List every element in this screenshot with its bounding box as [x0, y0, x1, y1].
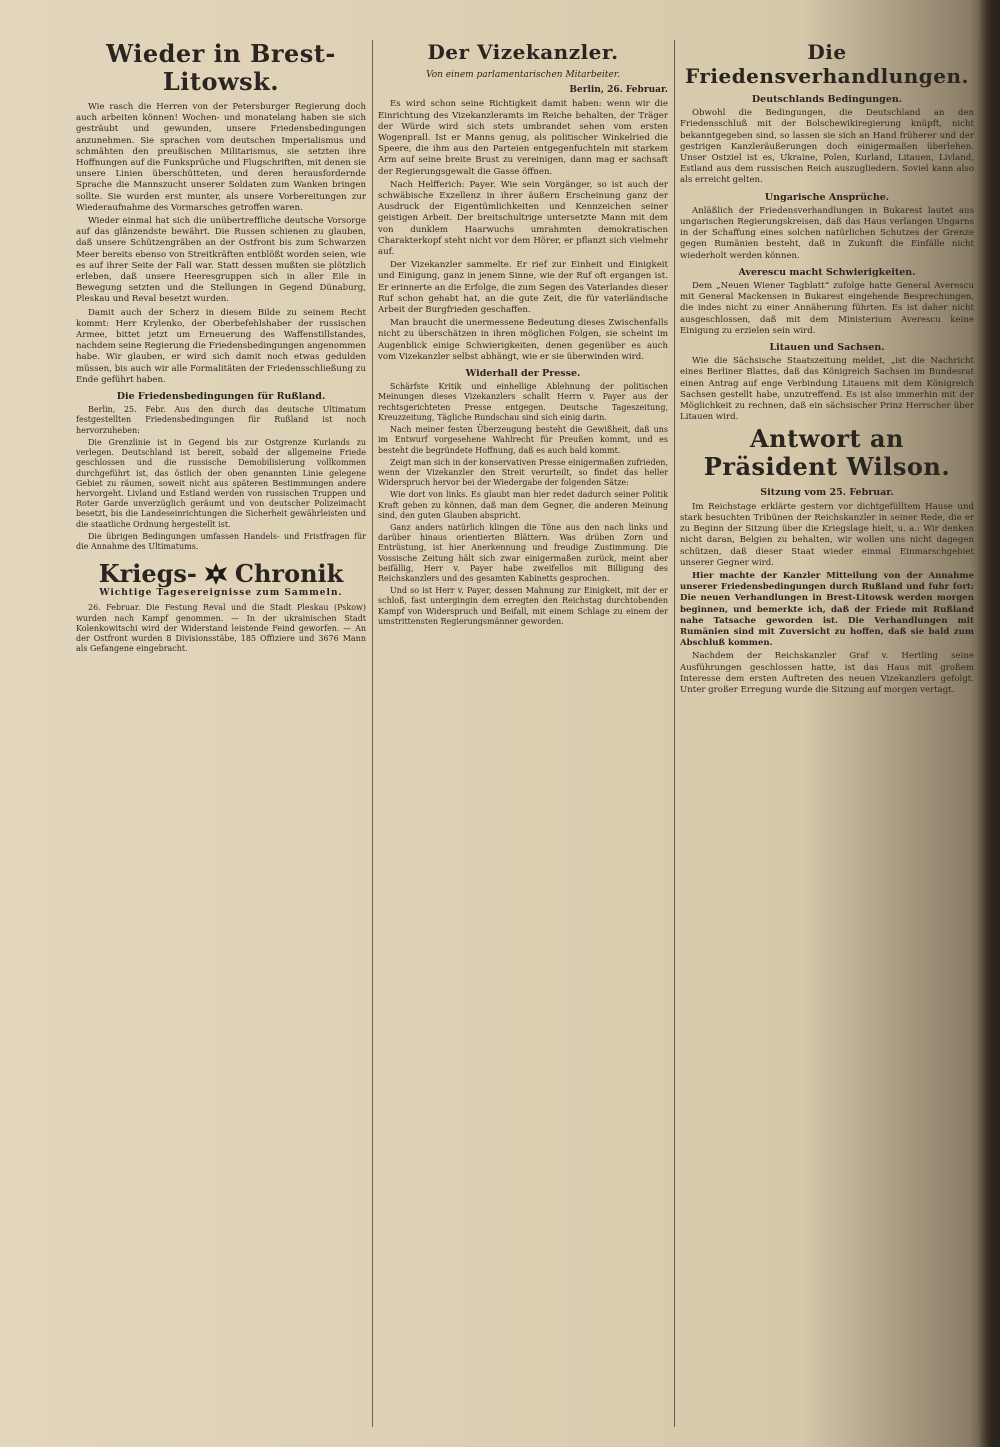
article-paragraph: Wieder einmal hat sich die unübertreffliche deutsche Vorsorge auf das glänzendste bewährt. Die Russen schienen zu glauben, daß unsere Schützengräben an der Ostfront bis zum Schwarzen Meer bereits ebenso von Streitkräften entblößt worden seien, wie es auf ihrer Seite der Fall war. Statt dessen mußten sie plötzlich erleben, daß unsere Heeresgruppen sich in aller Eile in Bewegung setzten und die Stellungen in Gegend Dünaburg, Pleskau und Reval besetzt wurden.: [76, 216, 366, 305]
press-paragraph: Zeigt man sich in der konservativen Presse einigermaßen zufrieden, wenn der Vizekanzler den Streit verurteilt, so findet das heller Widerspruch hervor bei der Wiedergabe der folgenden Sätze:: [378, 457, 668, 488]
dateline: Berlin, 26. Februar.: [569, 85, 668, 96]
article-paragraph: Berlin, 25. Febr. Aus den durch das deutsche Ultimatum festgestellten Friedensbedingungen für Rußland ist noch hervorzuheben:: [76, 405, 366, 435]
article-paragraph: Die Grenzlinie ist in Gegend bis zur Ostgrenze Kurlands zu verlegen. Deutschland ist bereit, sobald der allgemeine Friede geschlossen und die russische Demobilisierung vollkommen durchgeführt ist, das östlich der oben genannten Linie gelegene Gebiet zu räumen, soweit nicht aus späteren Bestimmungen andere hervorgeht. Livland und Estland werden von russischen Truppen und Roter Garde unverzüglich geräumt und von deutscher Polizeimacht besetzt, bis die Landeseinrichtungen die Sicherheit gewährleisten und die staatliche Ordnung hergestellt ist.: [76, 437, 366, 529]
subsection-title: Averescu macht Schwierigkeiten.: [738, 266, 916, 278]
column-rule: [674, 40, 675, 1427]
article-paragraph: Nach Helfferich: Payer. Wie sein Vorgänger, so ist auch der schwäbische Exzellenz in ihrer äußern Erscheinung ganz der Ausdruck der Eigentümlichkeiten und Kennzeichen seiner geistigen Arbeit. Der breitschultrige untersetzte Mann mit dem von dunklem Haarwuchs umrahmten demokratischen Charakterkopf steht nicht vor dem Hörer, er pflanzt sich vielmehr auf.: [378, 179, 668, 258]
press-paragraph: Nach meiner festen Überzeugung besteht die Gewißheit, daß uns im Entwurf vorgesehene Wahlrecht für Preußen kommt, und es besteht die begründete Hoffnung, daß es auch bald kommt.: [378, 425, 668, 455]
byline: Von einem parlamentarischen Mitarbeiter.: [426, 70, 620, 80]
column-middle: [378, 40, 668, 1433]
column-rule: [372, 40, 373, 1427]
press-paragraph: Ganz anders natürlich klingen die Töne aus den nach links und darüber hinaus orientierten Blättern. Was drüben Zorn und Entrüstung, ist hier Anerkennung und freudige Zustimmung. Die Vossische Zeitung hält sich zwar einigermaßen zurück, meint aber beifällig, Herr v. Payer habe zweifellos mit Billigung des Reichskanzlers und des gesamten Kabinetts gesprochen.: [378, 522, 668, 583]
chronik-subtitle: Wichtige Tagesereignisse zum Sammeln.: [99, 588, 343, 599]
article-paragraph: Der Vizekanzler sammelte. Er rief zur Einheit und Einigkeit und Einigung, ganz in jenem Sinne, wie der Ruf oft ergangen ist. Er erinnerte an die Erfolge, die zum Segen des Vaterlandes dieser Ruf schon gehabt hat, an die gute Zeit, die für vaterländische Arbeit der Burgfrieden geschaffen.: [378, 260, 668, 316]
chronik-entry: 26. Februar. Die Festung Reval und die Stadt Pleskau (Pskow) wurden nach Kampf genommen. — In der ukrainischen Stadt Kolenkowitschi wird der Widerstand leistende Feind geworfen. — An der Ostfront wurden 8 Divisionsstäbe, 185 Offiziere und 3676 Mann als Gefangene eingebracht.: [76, 603, 366, 654]
iron-cross-icon: [203, 561, 229, 587]
subsection-title: Litauen und Sachsen.: [769, 342, 885, 354]
column-right: [680, 40, 974, 1433]
article-paragraph: Obwohl die Bedingungen, die Deutschland an den Friedensschluß mit der Bolschewikiregierung knüpft, nicht bekanntgegeben sind, so lassen sie sich an Hand früherer und der gestrigen Kanzleräußerungen doch einigermaßen überlehen. Unser Ostziel ist es, Ukraine, Polen, Kurland, Litauen, Livland, Estland aus dem russischen Reich auszugliedern. Soviel kann also als erreicht gelten.: [680, 108, 974, 186]
headline-friedensverhandlungen: Die Friedensverhandlungen.: [684, 40, 970, 88]
headline-vizekanzler: Der Vizekanzler.: [427, 40, 619, 64]
chronik-title-left: Kriegs-: [98, 559, 197, 589]
article-paragraph: Wie die Sächsische Staatszeitung meldet, „ist die Nachricht eines Berliner Blattes, daß das Königreich Sachsen im Bundesrat einen Antrag auf enge Verbindung Litauens mit dem Königreich Sachsen gestellt habe, unzutreffend. Es ist also immerhin mit der Möglichkeit zu rechnen, daß ein sächsischer Prinz Herrscher über Litauen wird.: [680, 356, 974, 423]
article-paragraph: Wie rasch die Herren von der Petersburger Regierung doch auch arbeiten können! Wochen- und monatelang haben sie sich gesträubt und gewunden, unsere Friedensbedingungen anzunehmen. Sie sprachen vom deutschen Imperialismus und schmähten den preußischen Militarismus, sie setzten ihre Hoffnungen auf die Funksprüche und Flugschriften, mit denen sie unsere Linien überschütteten, und deren herausfordernde Sprache die Mannszucht unserer Soldaten zum Wanken bringen sollte. Sie wurden erst munter, als unsere Vorbereitungen zur Wiederaufnahme des Vormarsches getroffen waren.: [76, 102, 366, 213]
article-paragraph: Im Reichstage erklärte gestern vor dichtgefülltem Hause und stark besuchten Tribünen der Reichskanzler in seiner Rede, die er zu Beginn der Sitzung über die Kriegslage hielt, u. a.: Wir denken nicht daran, Belgien zu behalten, wir wollen uns nicht dagegen schützen, daß dieser Staat wieder einmal Einmarschgebiet unserer Gegner wird.: [680, 501, 974, 568]
subsection-title: Sitzung vom 25. Februar.: [760, 487, 894, 499]
headline-antwort-wilson: Antwort an Präsident Wilson.: [703, 424, 951, 482]
kriegs-chronik-title: [76, 560, 366, 588]
press-paragraph: Schärfste Kritik und einhellige Ablehnung der politischen Meinungen dieses Vizekanzlers schallt Herrn v. Payer aus der rechtsgerichteten Presse entgegen. Deutsche Tageszeitung, Kreuzzeitung, Tägliche Rundschau sind sich einig darin.: [378, 382, 668, 422]
section-title-friedensbedingungen: Die Friedensbedingungen für Rußland.: [116, 391, 326, 403]
article-paragraph: Damit auch der Scherz in diesem Bilde zu seinem Recht kommt: Herr Krylenko, der Oberbefehlshaber der russischen Armee, bittet jetzt um Erneuerung des Waffenstillstandes, nachdem seine Regierung die Friedensbedingungen angenommen habe. Wir glauben, er wird sich damit noch etwas gedulden müssen, bis auch wir alle Formalitäten der Friedensschließung zu Ende geführt haben.: [76, 307, 366, 385]
press-paragraph: Wie dort von links. Es glaubt man hier redet dadurch seiner Politik Kraft geben zu können, daß man dem Gegner, die anderen Meinung sind, den guten Glauben abspricht.: [378, 490, 668, 520]
headline-brest-litowsk: Wieder in Brest-Litowsk.: [106, 40, 336, 96]
article-paragraph: Anläßlich der Friedensverhandlungen in Bukarest lautet aus ungarischen Regierungskreisen, daß das Haus verlangen Ungarns in der Schaffung eines solchen natürlichen Schutzes der Grenze gegen Rumänien besteht, daß in Zukunft die Einfälle nicht wiederholt werden können.: [680, 205, 974, 261]
article-paragraph: Die übrigen Bedingungen umfassen Handels- und Fristfragen für die Annahme des Ultimatums.: [76, 531, 366, 551]
article-paragraph: Nachdem der Reichskanzler Graf v. Hertling seine Ausführungen geschlossen hatte, ist das Haus mit großem Interesse dem ersten Auftreten des neuen Vizekanzlers gefolgt. Unter großer Erregung wurde die Sitzung auf morgen vertagt.: [680, 651, 974, 695]
article-paragraph: Es wird schon seine Richtigkeit damit haben: wenn wir die Einrichtung des Vizekanzleramts im Reiche behalten, der Träger der Würde wird sich stets umbrandet sehen vom ersten Wogenprall. Ist er Manns genug, als politischer Winkelried die Speere, die ihm aus den Parteien entgegenfuchteln mit starkem Arm auf seine breite Brust zu vereinigen, dann mag er sachsaft der Regierungsgewalt die Gasse öffnen.: [378, 99, 668, 177]
chronik-title-right: Chronik: [234, 559, 344, 589]
article-paragraph: Man braucht die unermessene Bedeutung dieses Zwischenfalls nicht zu überschätzen in ihren möglichen Folgen, sie scheint im Augenblick einige Schwierigkeiten, denen gegenüber es auch vom Vizekanzler selbst abhängt, wie er sie überwinden wird.: [378, 318, 668, 362]
press-paragraph: Und so ist Herr v. Payer, dessen Mahnung zur Einigkeit, mit der er schloß, fast untergingin dem erregten den Reichstag durchtobenden Kampf von Widerspruch und Beifall, mit einem Schlage zu einem der umstrittensten Regierungsmänner geworden.: [378, 586, 668, 626]
subsection-title: Ungarische Ansprüche.: [764, 191, 890, 203]
page-binding-shadow: [978, 0, 1000, 1447]
article-paragraph: Dem „Neuen Wiener Tagblatt“ zufolge hatte General Averescu mit General Mackensen in Bukarest eingehende Besprechungen, die indes nicht zu einer Annäherung führten. Es ist daher nicht ausgeschlossen, daß mit dem Ministerium Averescu keine Einigung zu erzielen sein wird.: [680, 281, 974, 336]
article-paragraph-bold: Hier machte der Kanzler Mitteilung von der Annahme unserer Friedensbedingungen durch Rußland und fuhr fort: Die neuen Verhandlungen in Brest-Litowsk werden morgen beginnen, und bemerkte ich, daß der Friede mit Rußland nahe Tatsache geworden ist. Die Verhandlungen mit Rumänien sind mit Zuversicht zu hoffen, daß sie bald zum Abschluß kommen.: [680, 570, 974, 649]
section-title-widerhall: Widerhall der Presse.: [465, 368, 581, 380]
column-left: [76, 40, 366, 1433]
subsection-title: Deutschlands Bedingungen.: [751, 94, 903, 105]
